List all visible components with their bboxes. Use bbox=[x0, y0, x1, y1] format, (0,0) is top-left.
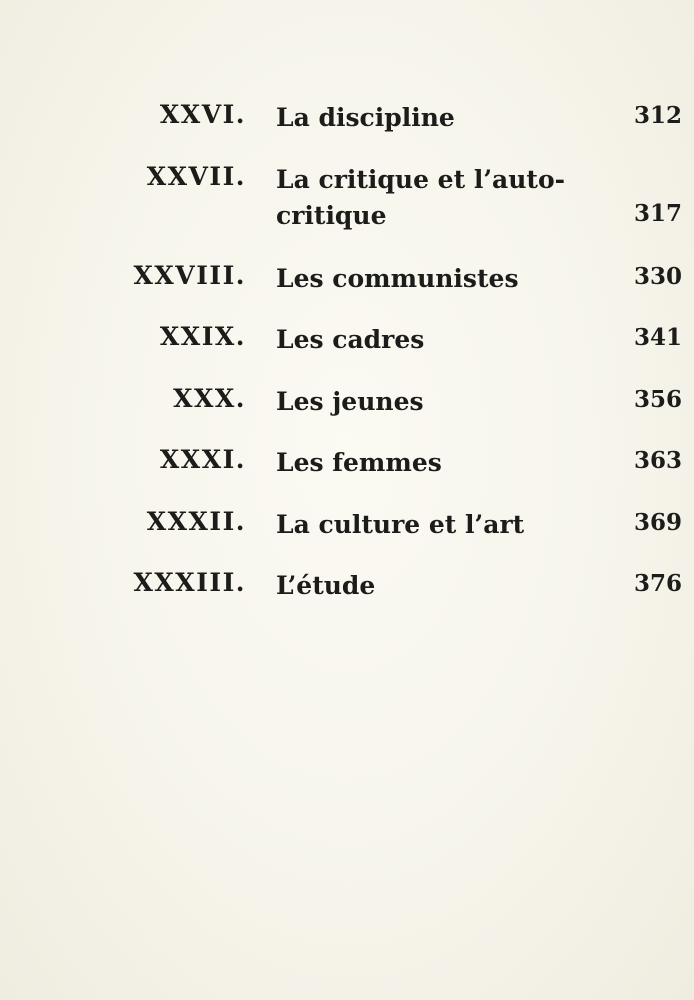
page-number: 363 bbox=[633, 447, 682, 474]
chapter-number: XXIX. bbox=[159, 322, 246, 351]
page-number: 312 bbox=[633, 102, 682, 129]
page-number: 330 bbox=[633, 263, 682, 290]
chapter-title: Les cadres bbox=[276, 325, 425, 354]
chapter-number: XXXII. bbox=[146, 507, 246, 536]
chapter-title: La discipline bbox=[276, 103, 455, 132]
page-number: 356 bbox=[633, 386, 682, 413]
chapter-title: La culture et l’art bbox=[276, 510, 525, 539]
chapter-number: XXVII. bbox=[146, 162, 246, 191]
chapter-number: XXVI. bbox=[159, 100, 246, 129]
page-number: 369 bbox=[633, 509, 682, 536]
chapter-number: XXVIII. bbox=[133, 261, 246, 290]
page-number: 376 bbox=[633, 570, 682, 597]
page-number: 317 bbox=[633, 200, 682, 227]
chapter-title: Les communistes bbox=[276, 264, 519, 293]
chapter-title: Les femmes bbox=[276, 448, 442, 477]
chapter-number: XXX. bbox=[173, 384, 246, 413]
chapter-number: XXXIII. bbox=[133, 568, 246, 597]
chapter-title-line-2: critique bbox=[276, 201, 387, 230]
chapter-number: XXXI. bbox=[159, 445, 246, 474]
chapter-title: Les jeunes bbox=[276, 387, 424, 416]
page-number: 341 bbox=[633, 324, 682, 351]
chapter-title-line-1: La critique et l’auto- bbox=[276, 165, 566, 194]
chapter-title: L’étude bbox=[276, 571, 376, 600]
